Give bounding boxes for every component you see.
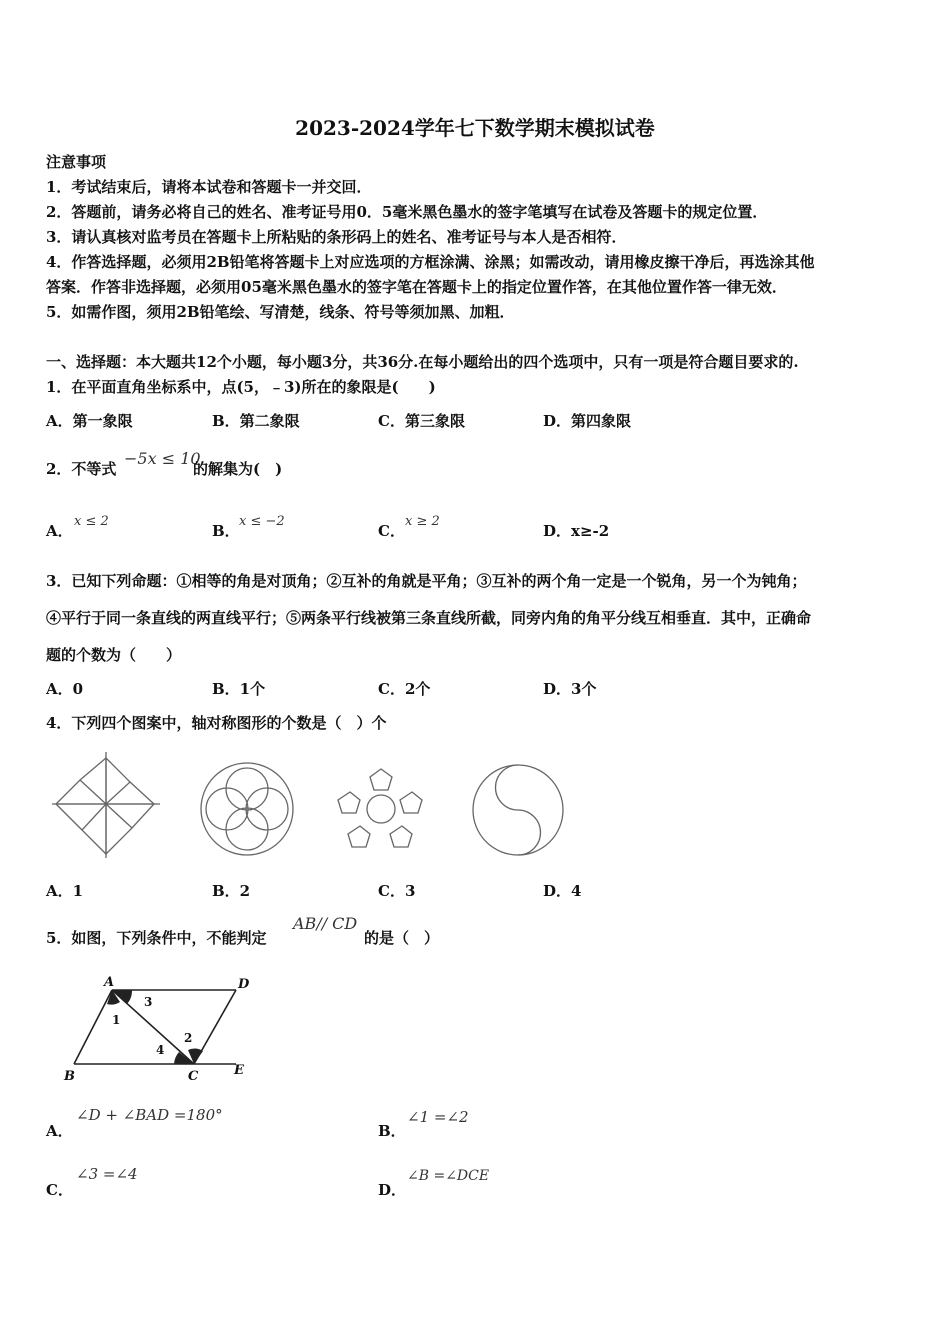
pinwheel-figure [50, 750, 162, 860]
q4-option-c: C．3 [378, 882, 416, 900]
q4-option-b: B．2 [212, 882, 251, 900]
notes-heading: 注意事项 [46, 153, 107, 171]
question-3-line: 3．已知下列命题：①相等的角是对顶角；②互补的角就是平角；③互补的两个角一定是一个锐角，另一个为钝角； [46, 572, 807, 590]
q3-option-a: A．0 [46, 680, 84, 698]
point-d-label: D [238, 977, 250, 992]
q3-option-b: B．1个 [212, 680, 266, 698]
point-c-label: C [188, 1069, 199, 1084]
question-2-stem-post: 的解集为( ) [193, 460, 283, 478]
q5-option-a-label: A． [46, 1122, 73, 1140]
q2-inequality: −5x ≤ 10 [124, 449, 201, 468]
q5-option-c-label: C． [46, 1181, 73, 1199]
q1-option-c: C．第三象限 [378, 412, 465, 430]
q5-option-b-math: ∠1 =∠2 [407, 1108, 469, 1126]
section-heading: 一、选择题：本大题共12个小题，每小题3分，共36分.在每小题给出的四个选项中，只有一项是符合题目要求的. [46, 353, 799, 371]
q2-option-d: D．x≥-2 [543, 522, 610, 540]
q2-option-a-math: x ≤ 2 [74, 514, 109, 529]
q5-option-d-label: D． [378, 1181, 407, 1199]
q4-option-a: A．1 [46, 882, 84, 900]
q5-option-a-math: ∠D + ∠BAD =180° [76, 1106, 223, 1124]
question-3-line: ④平行于同一条直线的两直线平行；⑤两条平行线被第三条直线所截，同旁内角的角平分线互相垂直．其中，正确命 [46, 609, 812, 627]
question-5-stem-pre: 5．如图，下列条件中，不能判定 [46, 929, 267, 947]
q5-option-b-label: B． [378, 1122, 406, 1140]
q2-option-a-label: A． [46, 522, 73, 540]
q5-option-d-math: ∠B =∠DCE [407, 1168, 490, 1184]
q5-parallel-math: AB// CD [293, 914, 358, 933]
q2-option-b-math: x ≤ −2 [239, 514, 285, 529]
question-4-stem: 4．下列四个图案中，轴对称图形的个数是（ ）个 [46, 714, 387, 732]
parallelogram-figure [60, 972, 260, 1084]
note-item: 3．请认真核对监考员在答题卡上所粘贴的条形码上的姓名、准考证号与本人是否相符． [46, 228, 627, 246]
q2-option-b-label: B． [212, 522, 240, 540]
point-b-label: B [64, 1069, 75, 1084]
angle-3-label: 3 [144, 995, 153, 1009]
question-5-stem-post: 的是（ ） [364, 929, 440, 947]
angle-4-label: 4 [156, 1043, 165, 1057]
q2-option-c-math: x ≥ 2 [405, 514, 440, 529]
note-item: 5．如需作图，须用2B铅笔绘、写清楚，线条、符号等须加黑、加粗． [46, 303, 515, 321]
point-e-label: E [234, 1063, 244, 1078]
q1-option-d: D．第四象限 [543, 412, 632, 430]
q3-option-d: D．3个 [543, 680, 597, 698]
question-3-line: 题的个数为（ ） [46, 646, 182, 664]
pentagons-figure [334, 764, 428, 854]
note-item: 1．考试结束后，请将本试卷和答题卡一并交回． [46, 178, 372, 196]
q5-option-c-math: ∠3 =∠4 [76, 1165, 138, 1183]
q2-option-c-label: C． [378, 522, 405, 540]
q1-option-b: B．第二象限 [212, 412, 300, 430]
note-item: 答案．作答非选择题，必须用05毫米黑色墨水的签字笔在答题卡上的指定位置作答，在其他位置作答一律无效． [46, 278, 787, 296]
point-a-label: A [104, 975, 115, 990]
note-item: 4．作答选择题，必须用2B铅笔将答题卡上对应选项的方框涂满、涂黑；如需改动，请用橡皮擦干净后，再选涂其他 [46, 253, 815, 271]
circles-figure [198, 760, 296, 858]
q1-option-a: A．第一象限 [46, 412, 133, 430]
question-1-stem: 1．在平面直角坐标系中，点(5，﹣3)所在的象限是( ) [46, 378, 436, 396]
q3-option-c: C．2个 [378, 680, 431, 698]
question-2-stem-pre: 2．不等式 [46, 460, 117, 478]
taiji-figure [470, 762, 566, 858]
page-title: 2023-2024学年七下数学期末模拟试卷 [295, 116, 655, 140]
q4-option-d: D．4 [543, 882, 582, 900]
note-item: 2．答题前，请务必将自己的姓名、准考证号用0．5毫米黑色墨水的签字笔填写在试卷及答题卡的规定位置． [46, 203, 768, 221]
angle-2-label: 2 [184, 1031, 193, 1045]
angle-1-label: 1 [112, 1013, 121, 1027]
